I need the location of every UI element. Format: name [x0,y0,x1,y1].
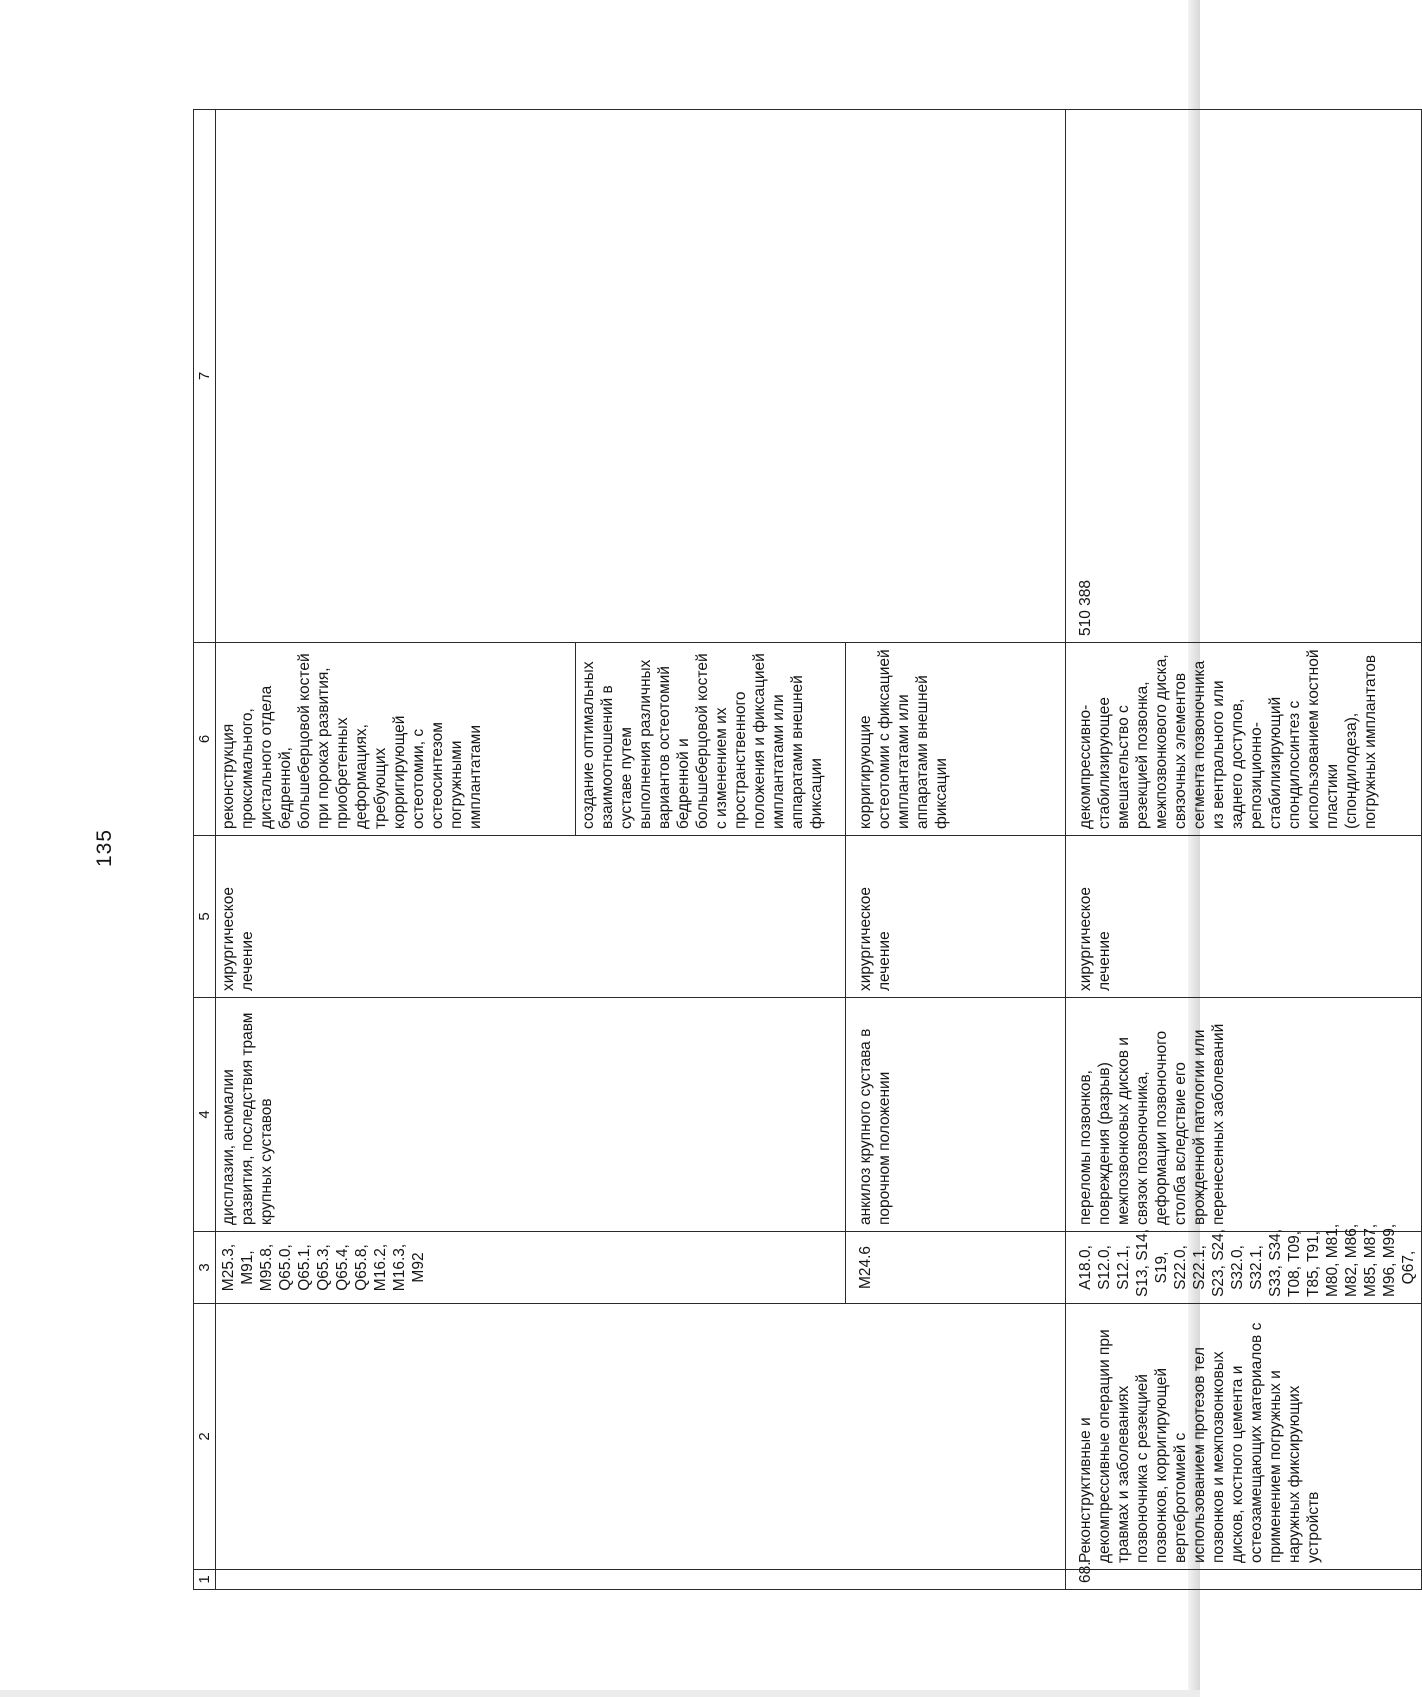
column-header: 2 [194,1304,216,1570]
header-row [194,110,216,1590]
procedure-name-cell [216,1304,1066,1570]
column-header: 3 [194,1232,216,1304]
disease-cell: анкилоз крупного сустава в порочном положении [846,998,1066,1232]
column-header: 7 [194,110,216,643]
disease-cell: переломы позвонков, повреждения (разрыв) межпозвонковых дисков и связок позвоночника, деформации позвоночного столба вследствие его врожденной патологии или перенесенных заболеваний [1066,998,1422,1232]
disease-cell: дисплазии, аномалии развития, последствия травм крупных суставов [216,998,846,1232]
treatment-cell: хирургическое лечение [846,836,1066,998]
cost-cell [216,110,1066,643]
treatment-cell: хирургическое лечение [1066,836,1422,998]
table-row [1066,110,1422,1590]
icd-codes-cell: A18.0, S12.0, S12.1, S13, S14, S19, S22.0, S22.1, S23, S24, S32.0, S32.1, S33, S34, T08, T09, T85, T91, M80, M81, M82, M86, M85, M87, M96, M99, Q67, [1066,1232,1422,1304]
method-cell: корригирующие остеотомии с фиксацией имплантатами или аппаратами внешней фиксации [846,643,1066,836]
procedures-table-wrapper [193,110,1417,1590]
column-header: 6 [194,643,216,836]
cost-cell: 510 388 [1066,110,1422,643]
row-number-cell: 68. [1066,1570,1422,1590]
page-edge [0,1690,1200,1697]
column-header: 5 [194,836,216,998]
row-number-cell [216,1570,1066,1590]
table-row [216,110,576,1590]
icd-codes-cell: M24.6 [846,1232,1066,1304]
procedures-table [193,109,1422,1590]
column-header: 1 [194,1570,216,1590]
icd-codes-cell: M25.3, M91, M95.8, Q65.0, Q65.1, Q65.3, Q65.4, Q65.8, M16.2, M16.3, M92 [216,1232,846,1304]
method-cell: создание оптимальных взаимоотношений в суставе путем выполнения различных вариантов остеотомий бедренной и большеберцовой костей с изменением их пространственного положения и фиксацией имплантатами или аппаратами внешней фиксации [576,643,846,836]
treatment-cell: хирургическое лечение [216,836,846,998]
column-header: 4 [194,998,216,1232]
method-cell: реконструкция проксимального, дистального отдела бедренной, большеберцовой костей при пороках развития, приобретенных деформациях, требующих корригирующей остеотомии, с остеосинтезом погружными имплантатами [216,643,576,836]
procedure-name-cell: Реконструктивные и декомпрессивные операции при травмах и заболеваниях позвоночника с резекцией позвонков, корригирующей вертебротомией с использованием протезов тел позвонков и межпозвонковых дисков, костного цемента и остеозамещающих материалов с применением погружных и наружных фиксирующих устройств [1066,1304,1422,1570]
method-cell: декомпрессивно-стабилизирующее вмешательство с резекцией позвонка, межпозвонкового диска, связочных элементов сегмента позвоночника из вентрального или заднего доступов, репозиционно-стабилизирующий спондилосинтез с использованием костной пластики (спондилодеза), погружных имплантатов [1066,643,1422,836]
